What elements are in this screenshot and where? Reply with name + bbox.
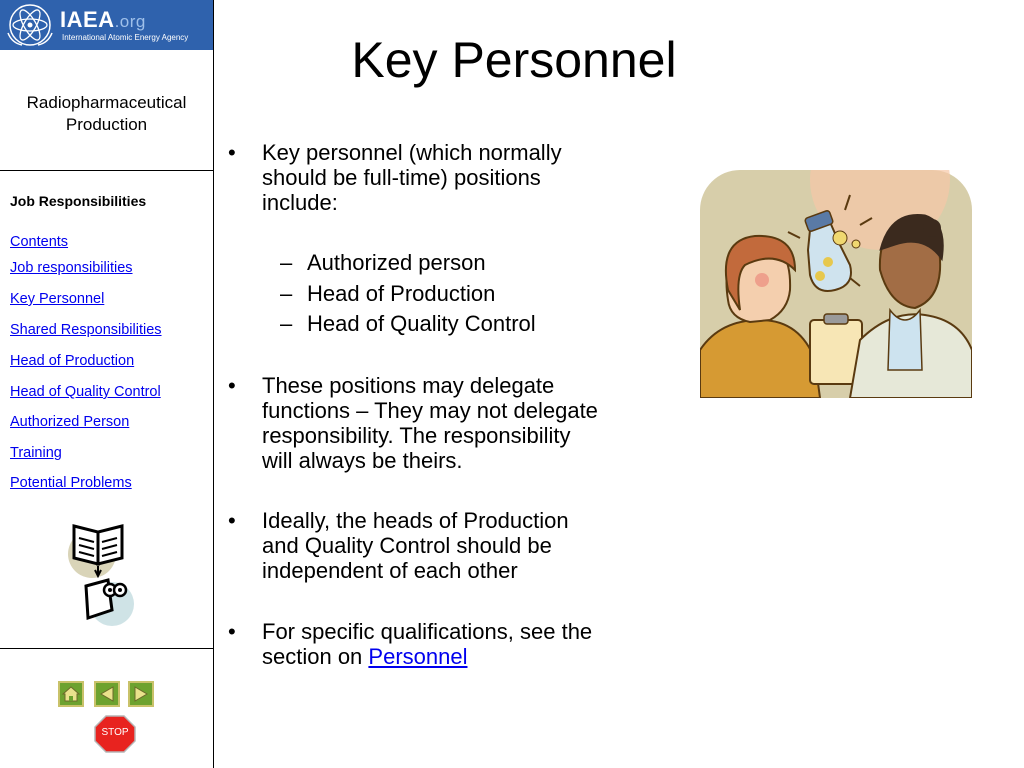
nav-item-training	[10, 444, 62, 462]
arrow-right-icon	[130, 683, 152, 705]
arrow-left-icon	[96, 683, 118, 705]
nav-link-shared-responsibilities[interactable]: Shared Responsibilities	[10, 322, 162, 338]
iaea-subtitle: International Atomic Energy Agency	[62, 33, 189, 42]
bullet-marker: •	[228, 508, 236, 533]
atom-emblem-icon	[4, 3, 56, 47]
course-title: Radiopharmaceutical Production	[26, 93, 187, 134]
iaea-logo[interactable]	[0, 0, 213, 50]
bullet-text: Ideally, the heads of Production and Quality Control should be independent of each other	[262, 508, 569, 583]
nav-item-shared-responsibilities	[10, 321, 162, 339]
nav-item-authorized-person	[10, 413, 129, 431]
nav-link-potential-problems[interactable]: Potential Problems	[10, 475, 132, 491]
nav-item-job-responsibilities	[10, 259, 133, 277]
bullet-marker: •	[228, 619, 236, 644]
next-button[interactable]	[128, 681, 154, 707]
bullet-text: For specific qualifications, see the section on Personnel	[262, 619, 593, 669]
bullet-marker: •	[228, 373, 236, 398]
divider	[0, 170, 213, 171]
nav-link-job-responsibilities[interactable]: Job responsibilities	[10, 260, 133, 276]
bullet-text: Key personnel (which normally should be full-time) positions include:	[262, 140, 562, 215]
sidebar	[0, 0, 214, 768]
bullet-marker: •	[228, 140, 236, 165]
nav-item-head-of-quality-control	[10, 383, 161, 401]
stop-label: STOP	[101, 727, 129, 738]
slide-title: Key Personnel	[351, 32, 677, 88]
nav-link-key-personnel[interactable]: Key Personnel	[10, 291, 105, 307]
home-icon	[60, 683, 82, 705]
stop-button[interactable]	[94, 715, 136, 753]
section-title: Job Responsibilities	[10, 193, 147, 209]
personnel-clipart	[700, 170, 972, 398]
bullet-text: These positions may delegate functions – They may not delegate responsibility. The responsibility will always be theirs.	[262, 373, 598, 473]
nav-item-potential-problems	[10, 474, 132, 492]
previous-button[interactable]	[94, 681, 120, 707]
nav-link-contents[interactable]: Contents	[10, 234, 69, 250]
home-button[interactable]	[58, 681, 84, 707]
nav-item-key-personnel	[10, 290, 104, 308]
nav-link-head-of-quality-control[interactable]: Head of Quality Control	[10, 384, 161, 400]
nav-link-training[interactable]: Training	[10, 445, 62, 461]
personnel-link[interactable]: Personnel	[368, 644, 468, 669]
divider	[0, 648, 213, 649]
nav-link-head-of-production[interactable]: Head of Production	[10, 353, 135, 369]
nav-item-contents	[10, 233, 68, 251]
book-reader-icon	[64, 518, 140, 630]
nav-link-authorized-person[interactable]: Authorized Person	[10, 414, 130, 430]
nav-item-head-of-production	[10, 352, 134, 370]
iaea-wordmark: IAEA.org	[60, 7, 146, 32]
